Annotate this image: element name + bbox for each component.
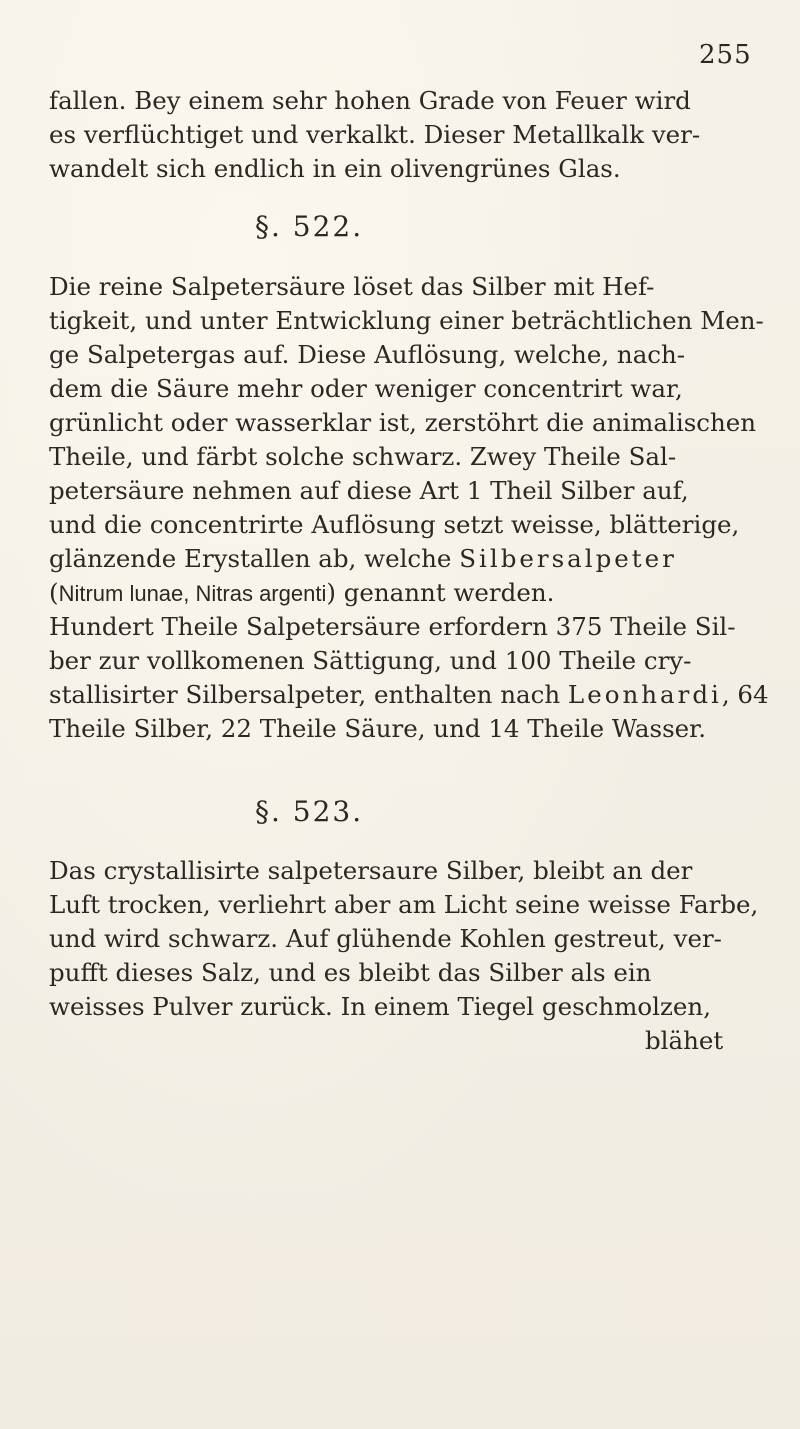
text-span: ) genannt werden. xyxy=(326,578,555,607)
text-line: weisses Pulver zurück. In einem Tiegel geschmolzen, xyxy=(49,992,711,1021)
text-line: es verflüchtiget und verkalkt. Dieser Metallkalk ver- xyxy=(49,120,701,149)
text-span: glänzende Erystallen ab, welche xyxy=(49,544,460,573)
text-line xyxy=(49,542,744,576)
text-line xyxy=(49,678,769,712)
text-span: ( xyxy=(49,578,59,607)
text-line: grünlicht oder wasserklar ist, zerstöhrt die animalischen xyxy=(49,408,757,437)
text-line: fallen. Bey einem sehr hohen Grade von Feuer wird xyxy=(49,86,691,115)
text-span: stallisirter Silbersalpeter, enthalten nach xyxy=(49,680,568,709)
text-line: Luft trocken, verliehrt aber am Licht seine weisse Farbe, xyxy=(49,890,759,919)
emphasized-name: Leonhardi xyxy=(567,680,722,709)
section-heading: §. 522. xyxy=(255,210,364,243)
text-line: und die concentrirte Auflösung setzt weisse, blätterige, xyxy=(49,510,740,539)
text-line: ber zur vollkomenen Sättigung, und 100 Theile cry- xyxy=(49,646,692,675)
catchword: blähet xyxy=(645,1026,724,1055)
text-line: Theile, und färbt solche schwarz. Zwey Theile Sal- xyxy=(49,442,677,471)
text-line: Die reine Salpetersäure löset das Silber mit Hef- xyxy=(49,272,655,301)
text-line: petersäure nehmen auf diese Art 1 Theil Silber auf, xyxy=(49,476,689,505)
text-line: pufft dieses Salz, und es bleibt das Silber als ein xyxy=(49,958,652,987)
text-line: tigkeit, und unter Entwicklung einer beträchtlichen Men- xyxy=(49,306,764,335)
text-line: ge Salpetergas auf. Diese Auflösung, welche, nach- xyxy=(49,340,686,369)
text-line: Hundert Theile Salpetersäure erfordern 375 Theile Sil- xyxy=(49,612,736,641)
text-line: dem die Säure mehr oder weniger concentrirt war, xyxy=(49,374,683,403)
text-line xyxy=(49,576,744,611)
section-heading: §. 523. xyxy=(255,795,364,828)
emphasized-term: Silbersalpeter xyxy=(459,544,677,573)
text-line: Theile Silber, 22 Theile Säure, und 14 Theile Wasser. xyxy=(49,714,706,743)
text-line: wandelt sich endlich in ein olivengrünes Glas. xyxy=(49,154,621,183)
text-span: , 64 xyxy=(721,680,769,709)
latin-term: Nitrum lunae, Nitras argenti xyxy=(58,581,327,606)
text-line: und wird schwarz. Auf glühende Kohlen gestreut, ver- xyxy=(49,924,722,953)
page-number: 255 xyxy=(699,40,752,70)
text-line: Das crystallisirte salpetersaure Silber, bleibt an der xyxy=(49,856,693,885)
